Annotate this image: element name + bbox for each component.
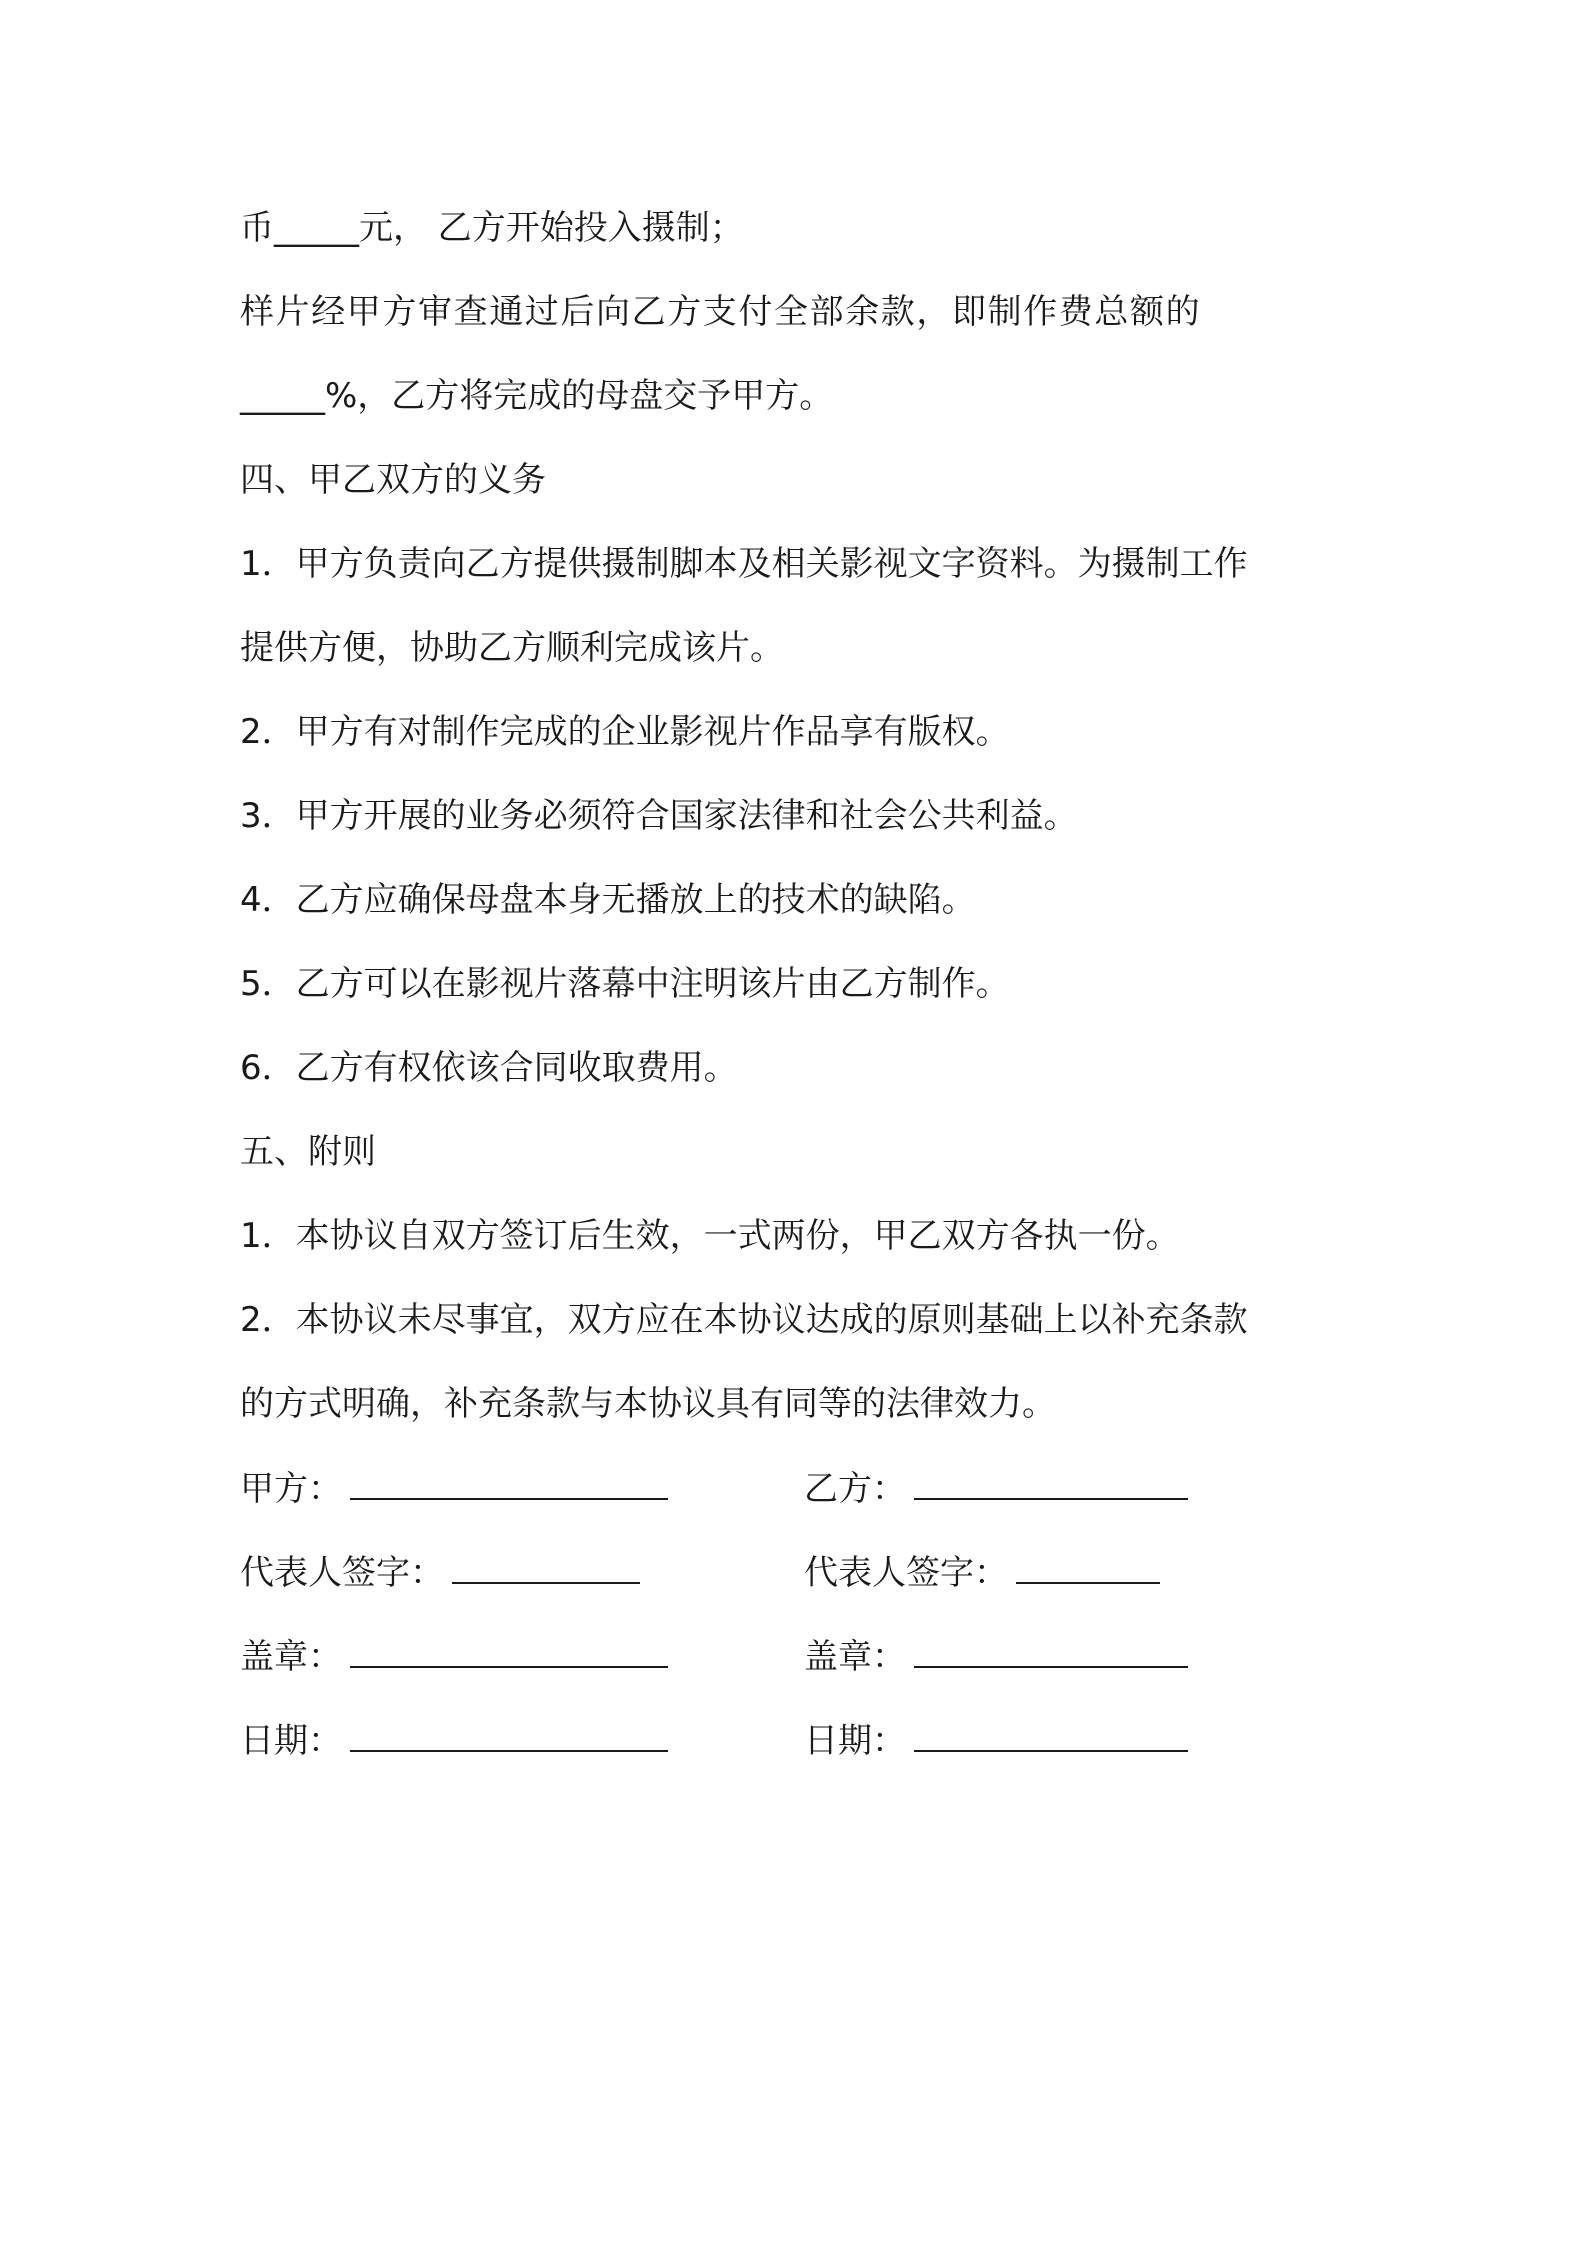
paragraph-line: _____%，乙方将完成的母盘交予甲方。 (240, 376, 834, 416)
party-a-rep-label: 代表人签字： (240, 1553, 444, 1593)
paragraph-line: 1．本协议自双方签订后生效，一式两份，甲乙双方各执一份。 (240, 1216, 1180, 1256)
party-a-date-line (240, 1720, 668, 1761)
party-b-date-label: 日期： (804, 1721, 906, 1761)
party-a-rep-line (240, 1552, 640, 1593)
paragraph-line: 提供方便，协助乙方顺利完成该片。 (240, 628, 784, 668)
party-b-rep-line (804, 1552, 1160, 1593)
paragraph-line: 的方式明确，补充条款与本协议具有同等的法律效力。 (240, 1384, 1056, 1424)
party-b-rep-blank[interactable] (1016, 1552, 1160, 1584)
party-a-signature-line (240, 1468, 668, 1509)
party-a-rep-blank[interactable] (452, 1552, 640, 1584)
paragraph-line: 样片经甲方审查通过后向乙方支付全部余款，即制作费总额的 (240, 292, 1202, 332)
party-a-seal-label: 盖章： (240, 1637, 342, 1677)
section-heading: 四、甲乙双方的义务 (240, 460, 546, 500)
paragraph-line: 1．甲方负责向乙方提供摄制脚本及相关影视文字资料。为摄制工作 (240, 544, 1248, 584)
paragraph-line: 币_____元， 乙方开始投入摄制； (240, 208, 744, 248)
party-b-signature-line (804, 1468, 1188, 1509)
paragraph-line: 6．乙方有权依该合同收取费用。 (240, 1048, 738, 1088)
paragraph-line: 2．甲方有对制作完成的企业影视片作品享有版权。 (240, 712, 1010, 752)
paragraph-line: 2．本协议未尽事宜，双方应在本协议达成的原则基础上以补充条款 (240, 1300, 1248, 1340)
party-b-label: 乙方： (804, 1469, 906, 1509)
party-b-seal-label: 盖章： (804, 1637, 906, 1677)
paragraph-line: 3．甲方开展的业务必须符合国家法律和社会公共利益。 (240, 796, 1078, 836)
party-b-seal-blank[interactable] (914, 1636, 1188, 1668)
party-b-blank[interactable] (914, 1468, 1188, 1500)
party-a-date-blank[interactable] (350, 1720, 668, 1752)
party-b-seal-line (804, 1636, 1188, 1677)
party-a-seal-line (240, 1636, 668, 1677)
paragraph-line: 4．乙方应确保母盘本身无播放上的技术的缺陷。 (240, 880, 976, 920)
party-b-rep-label: 代表人签字： (804, 1553, 1008, 1593)
party-b-date-blank[interactable] (914, 1720, 1188, 1752)
party-a-blank[interactable] (350, 1468, 668, 1500)
section-heading: 五、附则 (240, 1132, 376, 1172)
party-a-seal-blank[interactable] (350, 1636, 668, 1668)
party-a-date-label: 日期： (240, 1721, 342, 1761)
paragraph-line: 5．乙方可以在影视片落幕中注明该片由乙方制作。 (240, 964, 1010, 1004)
party-b-date-line (804, 1720, 1188, 1761)
party-a-label: 甲方： (240, 1469, 342, 1509)
